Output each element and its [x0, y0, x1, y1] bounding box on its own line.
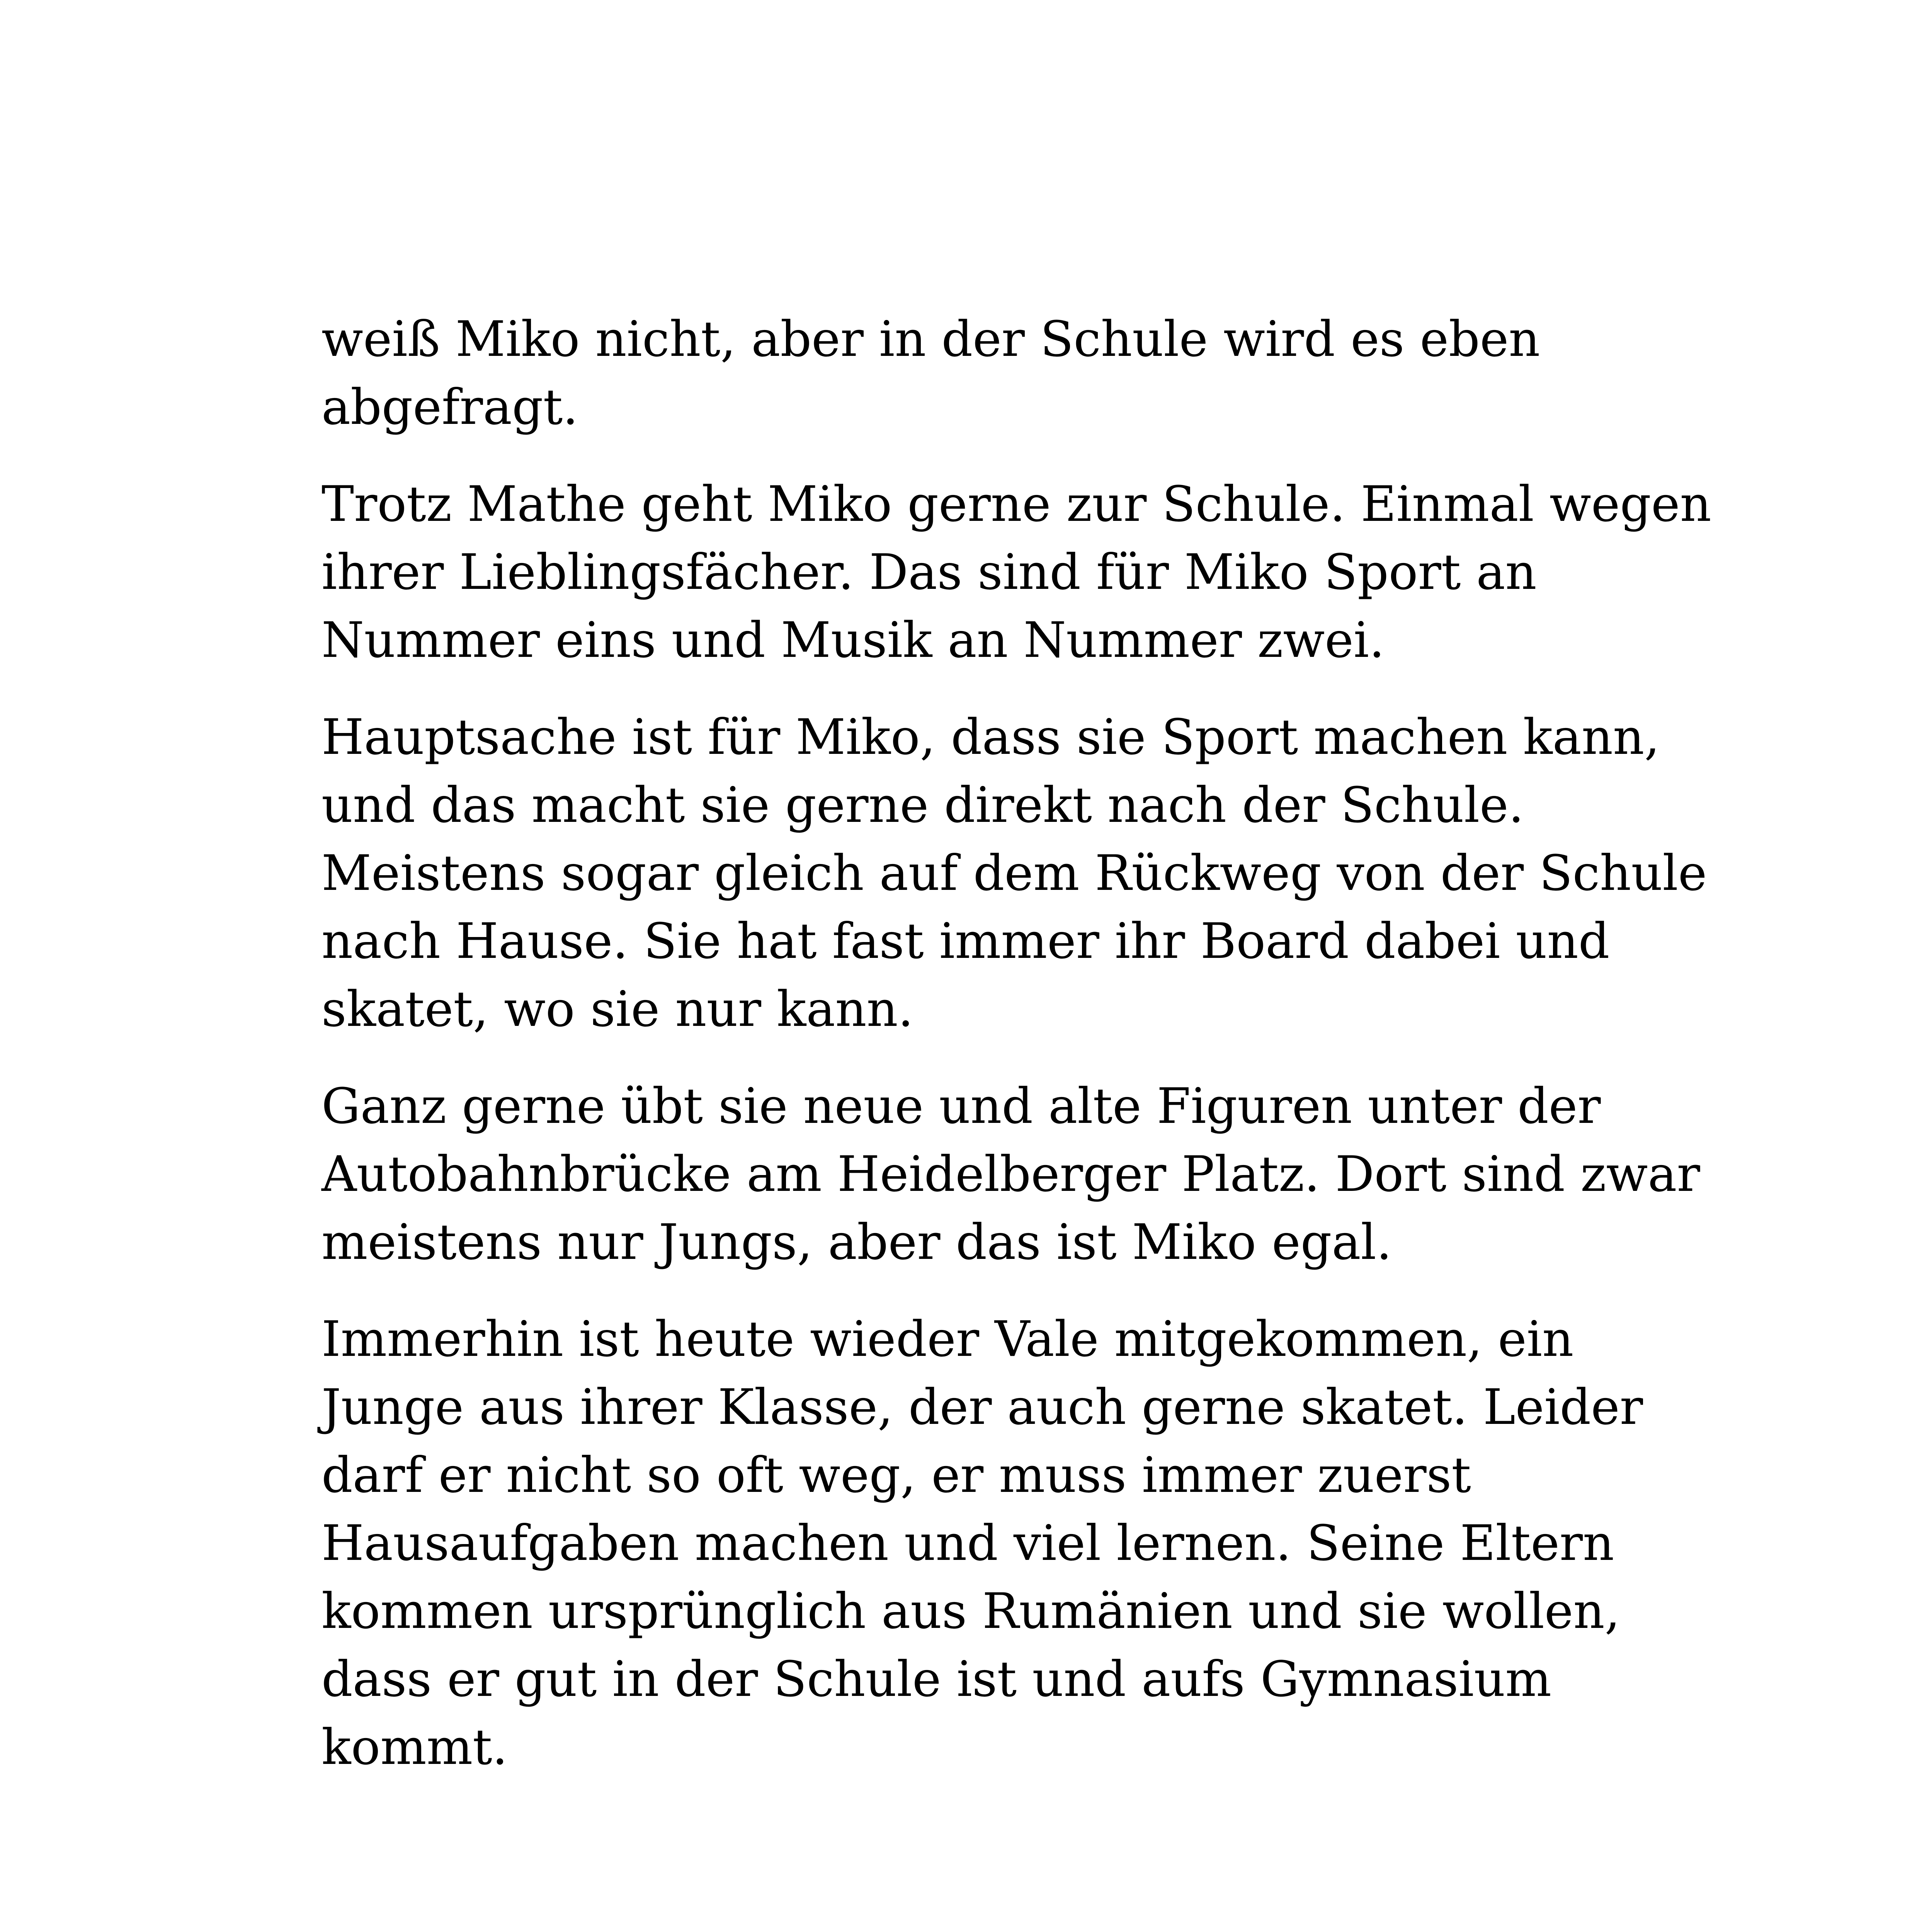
text-line: Junge aus ihrer Klasse, der auch gerne skatet. Leider [321, 1379, 1643, 1435]
text-line: weiß Miko nicht, aber in der Schule wird es eben [321, 311, 1540, 367]
paragraph [321, 470, 1711, 674]
text-line: meistens nur Jungs, aber das ist Miko egal. [321, 1214, 1392, 1270]
text-line: und das macht sie gerne direkt nach der Schule. [321, 777, 1524, 833]
text-line: Autobahnbrücke am Heidelberger Platz. Dort sind zwar [321, 1146, 1700, 1202]
paragraph [321, 703, 1707, 1043]
text-line: Hauptsache ist für Miko, dass sie Sport machen kann, [321, 709, 1660, 765]
text-line: Immerhin ist heute wieder Vale mitgekommen, ein [321, 1311, 1574, 1367]
text-line: ihrer Lieblingsfächer. Das sind für Miko Sport an [321, 544, 1537, 600]
text-line: Trotz Mathe geht Miko gerne zur Schule. Einmal wegen [321, 476, 1711, 532]
text-line: skatet, wo sie nur kann. [321, 981, 913, 1037]
text-line: Meistens sogar gleich auf dem Rückweg von der Schule [321, 845, 1707, 901]
body-text [321, 305, 1711, 1810]
text-line: Nummer eins und Musik an Nummer zwei. [321, 612, 1385, 668]
text-line: nach Hause. Sie hat fast immer ihr Board dabei und [321, 913, 1610, 969]
text-line: kommen ursprünglich aus Rumänien und sie wollen, [321, 1583, 1620, 1639]
paragraph [321, 305, 1643, 441]
text-line: Hausaufgaben machen und viel lernen. Seine Eltern [321, 1515, 1614, 1571]
text-line: abgefragt. [321, 379, 578, 435]
text-line: darf er nicht so oft weg, er muss immer zuerst [321, 1447, 1471, 1503]
text-line: dass er gut in der Schule ist und aufs Gymnasium [321, 1651, 1552, 1708]
paragraph [321, 1072, 1700, 1276]
text-line: Ganz gerne übt sie neue und alte Figuren unter der [321, 1078, 1601, 1134]
paragraph [321, 1305, 1643, 1781]
text-line: kommt. [321, 1719, 508, 1776]
